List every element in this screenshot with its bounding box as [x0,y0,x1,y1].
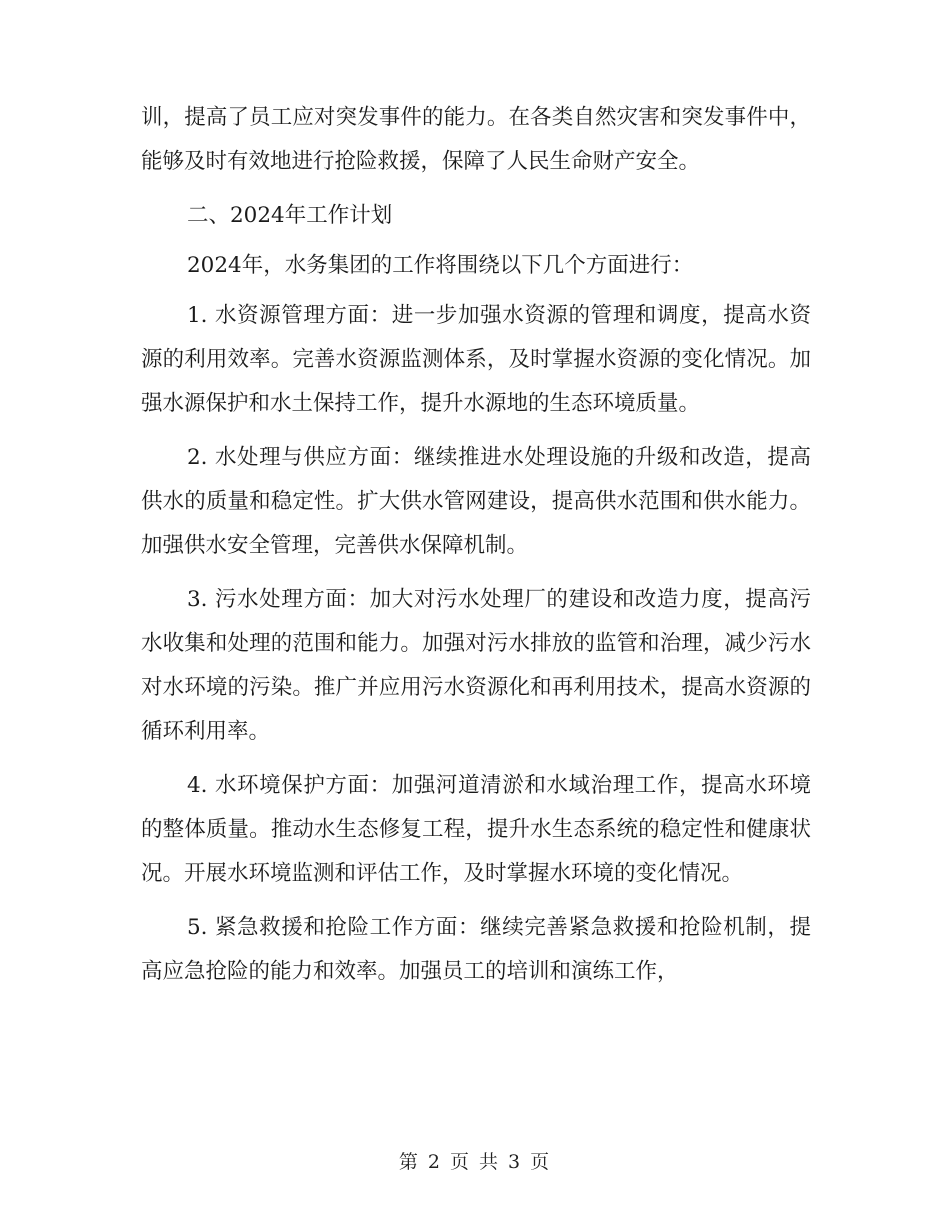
paragraph-continuation: 训，提高了员工应对突发事件的能力。在各类自然灾害和突发事件中，能够及时有效地进行抢险救援，保障了人民生命财产安全。 [141,105,811,174]
page-number-footer: 第 2 页 共 3 页 [398,1151,552,1173]
document-body [141,96,811,1004]
paragraph-item-4: 4. 水环境保护方面：加强河道清淤和水域治理工作，提高水环境的整体质量。推动水生态修复工程，提升水生态系统的稳定性和健康状况。开展水环境监测和评估工作，及时掌握水环境的变化情况。 [141,773,811,886]
paragraph-item-5: 5. 紧急救援和抢险工作方面：继续完善紧急救援和抢险机制，提高应急抢险的能力和效率。加强员工的培训和演练工作， [141,915,811,984]
section-heading: 二、2024年工作计划 [187,203,393,228]
paragraph-item-3: 3. 污水处理方面：加大对污水处理厂的建设和改造力度，提高污水收集和处理的范围和能力。加强对污水排放的监管和治理，减少污水对水环境的污染。推广并应用污水资源化和再利用技术，提高水资源的循环利用率。 [141,587,811,744]
paragraph-intro: 2024年，水务集团的工作将围绕以下几个方面进行： [187,253,694,278]
paragraph-item-2: 2. 水处理与供应方面：继续推进水处理设施的升级和改造，提高供水的质量和稳定性。扩大供水管网建设，提高供水范围和供水能力。加强供水安全管理，完善供水保障机制。 [141,445,811,558]
paragraph-item-1: 1. 水资源管理方面：进一步加强水资源的管理和调度，提高水资源的利用效率。完善水资源监测体系，及时掌握水资源的变化情况。加强水源保护和水土保持工作，提升水源地的生态环境质量。 [141,303,811,416]
